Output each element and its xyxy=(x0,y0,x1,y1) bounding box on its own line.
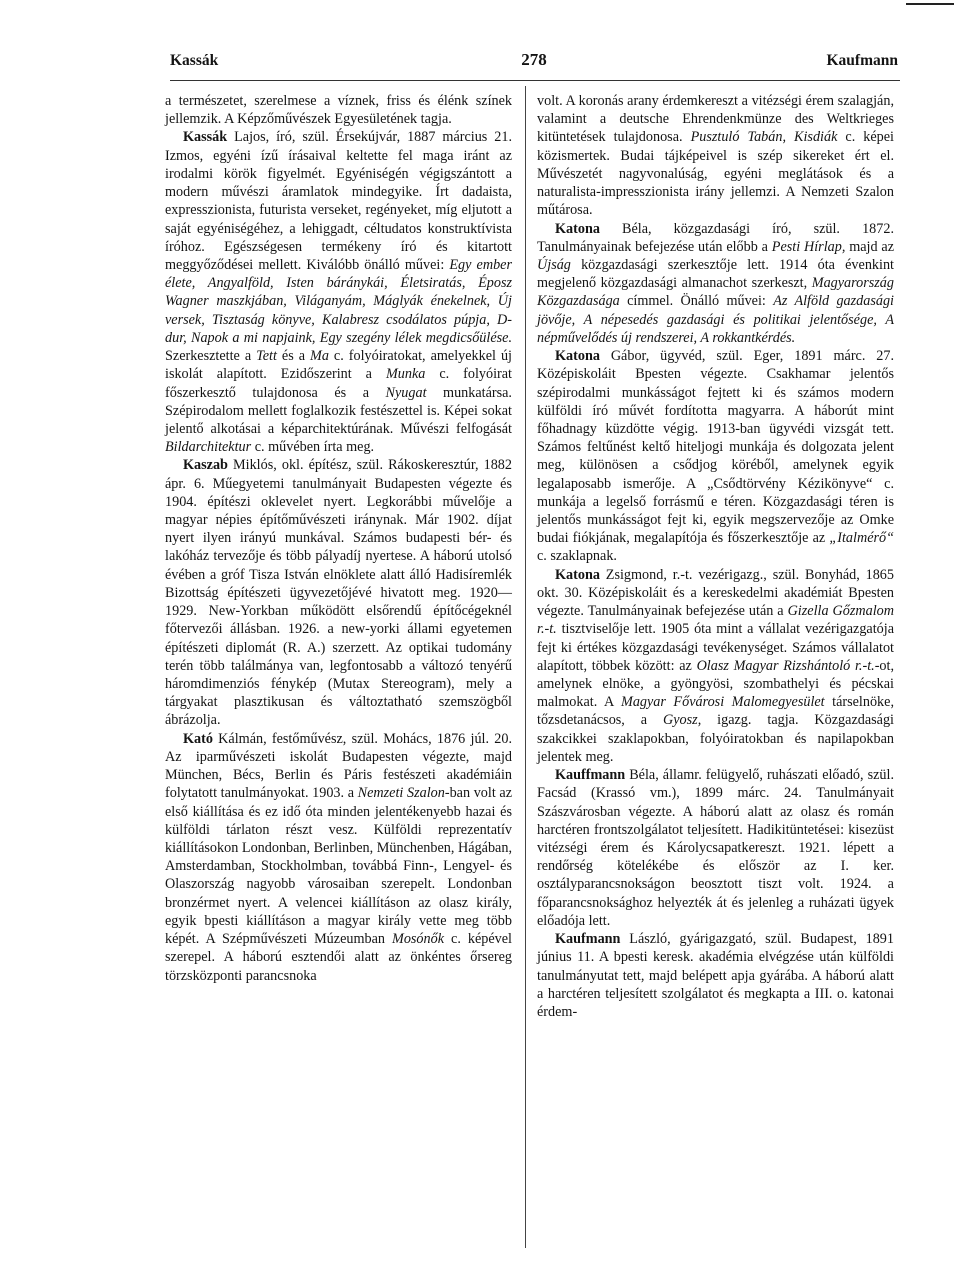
entry-text: tisztviselője lett. 1905 óta mint a vállalat vezérigazgatója fejt ki értékes közgazdasági tevékenységet. Számos vállalatot alapított, többek között: az xyxy=(537,621,894,674)
entry-text: c. művében írta meg. xyxy=(251,439,375,456)
work-title: Nemzeti Szalon xyxy=(357,785,445,802)
lexicon-entry xyxy=(537,220,894,348)
entry-text: a természetet, szerelmese a víznek, friss és élénk színek jellemzik. A Képzőművészek Egyesületének tagja. xyxy=(165,93,512,128)
entry-text: volt. A koronás arany érdemkereszt a vitézségi érem szalagján, valamint a deutsche Ehrendenkmünze des Weltkrieges kitüntetések tulajdonosa. xyxy=(537,93,894,146)
entry-text: munkatársa. Szépirodalom mellett foglalkozik festészettel is. Képei sokat jelentő alkotásai a képarchitektúrának. Művészi felfogását xyxy=(165,384,512,437)
work-title: Egy ember élete, Angyalföld, Isten báránykái, Életsiratás, Éposz Wagner maszkjában, Világanyám, Máglyák énekelnek, Új versek, Tisztaság könyve, Kalabresz csodálatos púpja, D-dur, Napok a mi napjaink, Egy szegény lélek megdicsőülése. xyxy=(165,256,512,346)
work-title: Gizella Gőzmalom r.-t. xyxy=(537,603,894,638)
header-left-guideword: Kassák xyxy=(170,52,219,69)
entry-headword: Kauffmann xyxy=(555,767,626,784)
work-title: „Italmérő“ xyxy=(829,530,894,547)
entry-text: igazg. tagja. Közgazdasági szakcikkei szaklapokban, folyóiratokban és napilapokban jelentek meg. xyxy=(537,712,894,765)
entry-headword: Kató xyxy=(183,730,213,747)
work-title: Nyugat xyxy=(385,384,427,401)
entry-text: Miklós, okl. építész, szül. Rákoskeresztúr, 1882 ápr. 6. Műegyetemi tanulmányait Budapesten végezte és 1904. építészi oklevelet nyert. Legkorábbi művelője a magyar népies építőművészeti iránynak. Már 1902. díjat nyert ilyen irányú munkával. Számos budapesti bér- és lakóház tervezője és több pályadíj nyertese. A háború utolsó évében a gróf Tisza István elnöklete alatt álló Hadisíremlék Bizottság építészeti ügyvezetőjévé hivatott meg. 1920—1929. New-Yorkban működött elsőrendű építőcégeknél főtervezői állásban. 1926. a new-yorki állami egyetemen építészeti diplomát (R. A.) szerzett. Az optikai tudomány terén több találmánya van, legfontosabb a változó tenyérű háromdimenziós fénykép (Mutax Stereogram), mely a tárgyakat plasztikusan és változtatható szemszögből ábrázolja. xyxy=(165,457,512,729)
work-title: Pesti Hírlap, xyxy=(771,238,846,255)
entry-text: társelnöke, tőzsdetanácsos, a xyxy=(537,694,894,729)
work-title: Az Alföld gazdasági jövője, A népesedés gazdasági és politikai jelentősége, A népművelődés új rendszerei, A rokkantkérdés. xyxy=(537,293,894,346)
entry-text: címmel. Önálló művei: xyxy=(619,293,774,310)
entry-text: Gábor, ügyvéd, szül. Eger, 1891 márc. 27. Középiskoláit Bpesten végezte. Csakhamar jelentős szépirodalmi munkásságot fejtett ki és számos modern külföldi író művét fordította magyarra. A háborút mint főhadnagy küzdötte végig. 1913-ban ügyvédi vizsgát tett. Számos feltűnést keltő hiteljogi munkája és dolgozata jelent meg, különösen a csődjog köréből, amelynek egyik legalaposabb ismerője. A „Csődtörvény Kézikönyve“ c. munkája a legelső forrásmű e téren. Közgazdasági téren is jelentős munkásságot fejt ki, egyik megszervezője az Omke budai fiókjának, megalapítója és főszerkesztője az xyxy=(537,348,894,547)
entry-text: és a xyxy=(276,348,310,365)
entry-text: közgazdasági szerkesztője lett. 1914 óta évenkint megjelenő közgazdasági almanachot szerkeszt, xyxy=(537,256,894,292)
entry-text: László, gyárigazgató, szül. Budapest, 1891 június 11. A bpesti keresk. akadémia elvégzése után külföldi tanulmányutat tett, majd belépett apja gyárába. A háború alatt a harctéren teljesített szolgálatot és megkapta a III. o. katonai érdem- xyxy=(537,931,894,1020)
entry-headword: Kassák xyxy=(183,129,228,146)
lexicon-entry xyxy=(165,128,512,456)
entry-headword: Kaszab xyxy=(183,457,228,474)
work-title: Újság xyxy=(537,256,571,273)
entry-text: Zsigmond, r.-t. vezérigazg., szül. Bonyhád, 1865 okt. 30. Középiskoláit és a kereskedelmi akadémiát Bpesten végezte. Tanulmányainak befejezése után a xyxy=(537,566,894,620)
entry-text: c. képei közismertek. Budai tájképeivel is szép sikereket ért el. Művészetét nagyvonalúság, egyéni meglátások és a naturalista-impresszionista irány jellemzi. A Nemzeti Szalon műtárosa. xyxy=(537,129,894,219)
entry-headword: Kaufmann xyxy=(555,931,621,948)
work-title: Tett xyxy=(256,348,277,365)
entry-text: -ot, amelynek elnöke, a gyöngyösi, szombathelyi és pécskai malmokat. A xyxy=(537,657,895,711)
continued-entry-text xyxy=(165,92,512,128)
entry-text: c. szaklapnak. xyxy=(537,548,617,565)
entry-text: Béla, államr. felügyelő, ruhászati előadó, szül. Facsád (Krassó vm.), 1899 márc. 24. Tanulmányait Szászvárosban végezte. A háború alatt az olasz és román harctéren frontszolgálatot teljesített. Hadikitüntetései: kisezüst vitézségi érem és Károlycsapatkereszt. 1921. lépett a rendőrség kötelékébe és először az I. ker. osztályparancsnokságon beosztott tiszt volt. 1924. a főparancsnoksághoz helyezték át és jelenleg a ruházati ügyek előadója lett. xyxy=(537,767,894,929)
entry-text: Béla, közgazdasági író, szül. 1872. Tanulmányainak befejezése után előbb a xyxy=(537,220,894,255)
header-right-guideword: Kaufmann xyxy=(826,52,898,69)
continued-entry-text xyxy=(537,92,894,220)
work-title: Pusztuló Tabán, Kisdiák xyxy=(690,129,838,146)
page-number: 278 xyxy=(521,50,547,69)
top-corner-rule xyxy=(906,3,954,5)
work-title: Magyarország Közgazdasága xyxy=(537,275,894,310)
column-divider xyxy=(525,86,526,1248)
entry-text: c. képével szerepel. A háború esztendői alatt az önkéntes őrsereg törzsközponti parancsnoka xyxy=(165,931,512,984)
entry-headword: Katona xyxy=(555,220,600,237)
work-title: Bildarchitektur xyxy=(165,439,252,456)
lexicon-entry xyxy=(537,766,894,930)
work-title: Munka xyxy=(385,366,426,383)
entry-text: Kálmán, festőművész, szül. Mohács, 1876 júl. 20. Az iparművészeti iskolát Budapesten végezte, majd München, Bécs, Berlin és Páris festészeti akadémiáin folytatott tanulmányokat. 1903. a xyxy=(165,730,512,802)
lexicon-entry xyxy=(537,566,894,766)
right-column xyxy=(537,92,894,1021)
entry-headword: Katona xyxy=(555,566,600,583)
entry-text: c. folyóirat főszerkesztő tulajdonosa és a xyxy=(165,366,512,401)
entry-text: majd az xyxy=(845,238,895,255)
work-title: Gyosz, xyxy=(663,712,702,729)
entry-headword: Katona xyxy=(555,348,600,365)
work-title: Ma xyxy=(310,348,329,365)
lexicon-entry xyxy=(165,730,512,985)
lexicon-entry xyxy=(537,930,894,1021)
header-rule xyxy=(170,80,900,81)
lexicon-entry xyxy=(537,347,894,566)
work-title: Olasz Magyar Rizshántoló r.-t. xyxy=(696,657,875,674)
entry-text: c. folyóiratokat, amelyekkel új iskolát alapított. Ezidőszerint a xyxy=(165,348,512,383)
entry-text: Lajos, író, szül. Érsekújvár, 1887 március 21. Izmos, egyéni ízű írásaival keltette fel maga iránt az irodalmi körök figyelmét. Egyéniségén végigszántott a modern művészi áramlatok mindegyike. Írt dadaista, expresszionista, futurista verseket, regényeket, míg eljutott a saját egyéniségéhez, a lehiggadt, céltudatos konstruktívista íróhoz. Egészségesen termékeny író és kitartott meggyőződései mellett. Kiválóbb önálló művei: xyxy=(165,129,512,273)
entry-text: -ban volt az első kiállítása és ez idő óta minden jelentékenyebb hazai és külföldi tárlaton részt vesz. Külföldi reprezentatív kiállításokon Londonban, Berlinben, Münchenben, Hágában, Amsterdamban, Stockholmban, továbbá Finn-, Lengyel- és Olaszország nagyobb városaiban szerepelt. Londonban bronzérmet nyert. A velencei kiállításon az olasz király, egyik bpesti kiállításon a magyar király vette meg több képét. A Szépművészeti Múzeumban xyxy=(165,785,512,948)
work-title: Magyar Fővárosi Malomegyesület xyxy=(621,694,825,711)
left-column xyxy=(165,92,512,985)
lexicon-entry xyxy=(165,456,512,729)
work-title: Mosónők xyxy=(392,931,445,948)
entry-text: Szerkesztette a xyxy=(165,348,257,365)
page-header xyxy=(170,52,898,78)
